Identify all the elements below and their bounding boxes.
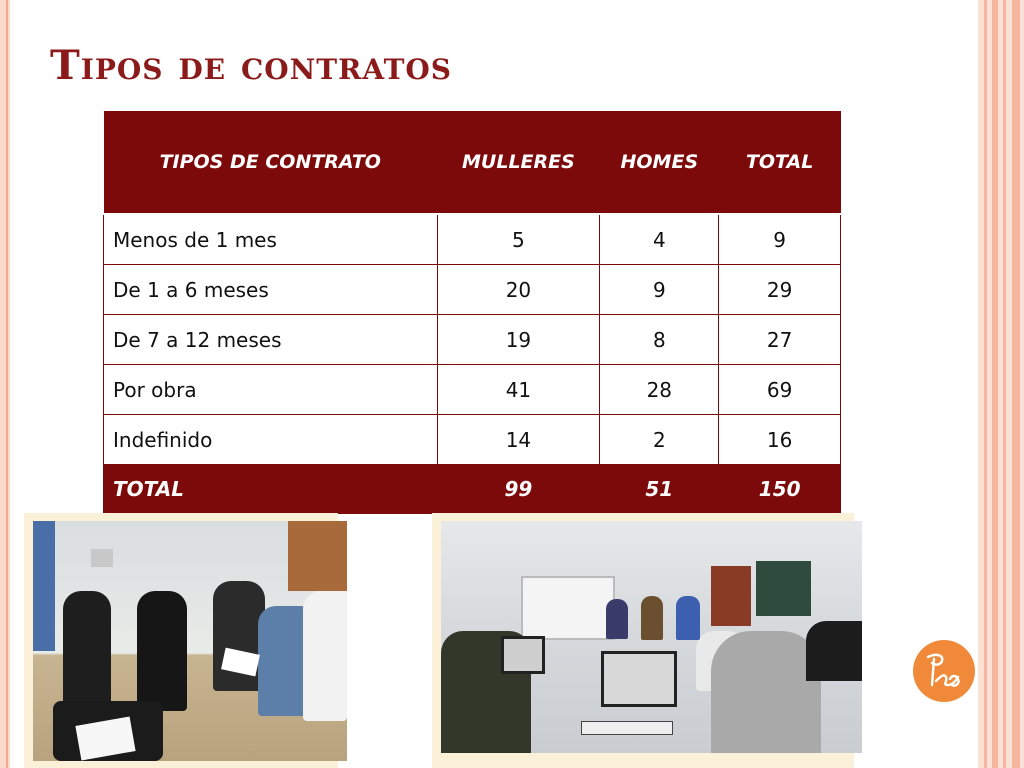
header-cell-men: HOMES (600, 111, 719, 214)
table-row (104, 415, 841, 465)
cell-men: 2 (600, 415, 719, 465)
cell-women: 19 (437, 315, 600, 365)
cell-women: 41 (437, 365, 600, 415)
cell-total: 16 (719, 415, 841, 465)
person-shape (676, 596, 700, 640)
row-label: Indefinido (104, 415, 438, 465)
table-row (104, 214, 841, 265)
cell-men: 4 (600, 214, 719, 265)
person-shape (711, 631, 821, 753)
cell-total: 9 (719, 214, 841, 265)
cell-women: 5 (437, 214, 600, 265)
table-row (104, 365, 841, 415)
table-row (104, 265, 841, 315)
poster-shape (33, 521, 55, 651)
table-row (104, 315, 841, 365)
contracts-table (103, 111, 841, 514)
keyboard-shape (581, 721, 673, 735)
right-stripe (984, 0, 987, 768)
person-shape (606, 599, 628, 639)
person-shape (137, 591, 187, 711)
computer-classroom-photo (441, 521, 862, 753)
total-label: TOTAL (104, 465, 438, 514)
pe-logo-icon (913, 640, 975, 702)
person-shape (641, 596, 663, 640)
row-label: Menos de 1 mes (104, 214, 438, 265)
right-stripe (1012, 0, 1020, 768)
left-decorative-line (6, 0, 8, 768)
table-total-row (104, 465, 841, 514)
person-shape (303, 591, 347, 721)
person-shape (806, 621, 862, 681)
door-shape (288, 521, 347, 591)
right-stripe (1003, 0, 1006, 768)
total-all: 150 (719, 465, 841, 514)
cell-women: 20 (437, 265, 600, 315)
left-decorative-border (0, 0, 10, 768)
group-meeting-photo (33, 521, 347, 761)
whiteboard-shape (521, 576, 615, 640)
row-label: De 7 a 12 meses (104, 315, 438, 365)
cell-men: 28 (600, 365, 719, 415)
monitor-shape (601, 651, 677, 707)
total-women: 99 (437, 465, 600, 514)
header-cell-total: TOTAL (719, 111, 841, 214)
right-stripe (992, 0, 998, 768)
cell-total: 27 (719, 315, 841, 365)
cell-men: 8 (600, 315, 719, 365)
monitor-shape (501, 636, 545, 674)
wall-device-shape (91, 549, 113, 567)
chalkboard-shape (756, 561, 811, 616)
header-cell-women: MULLERES (437, 111, 600, 214)
cell-women: 14 (437, 415, 600, 465)
row-label: De 1 a 6 meses (104, 265, 438, 315)
door-shape (711, 566, 751, 626)
cell-total: 29 (719, 265, 841, 315)
cell-men: 9 (600, 265, 719, 315)
table-header-row (104, 111, 841, 214)
slide-title: Tipos de contratos (50, 42, 453, 89)
row-label: Por obra (104, 365, 438, 415)
pe-logo-glyph (922, 651, 966, 691)
header-cell-type: TIPOS DE CONTRATO (104, 111, 438, 214)
total-men: 51 (600, 465, 719, 514)
cell-total: 69 (719, 365, 841, 415)
person-shape (63, 591, 111, 711)
